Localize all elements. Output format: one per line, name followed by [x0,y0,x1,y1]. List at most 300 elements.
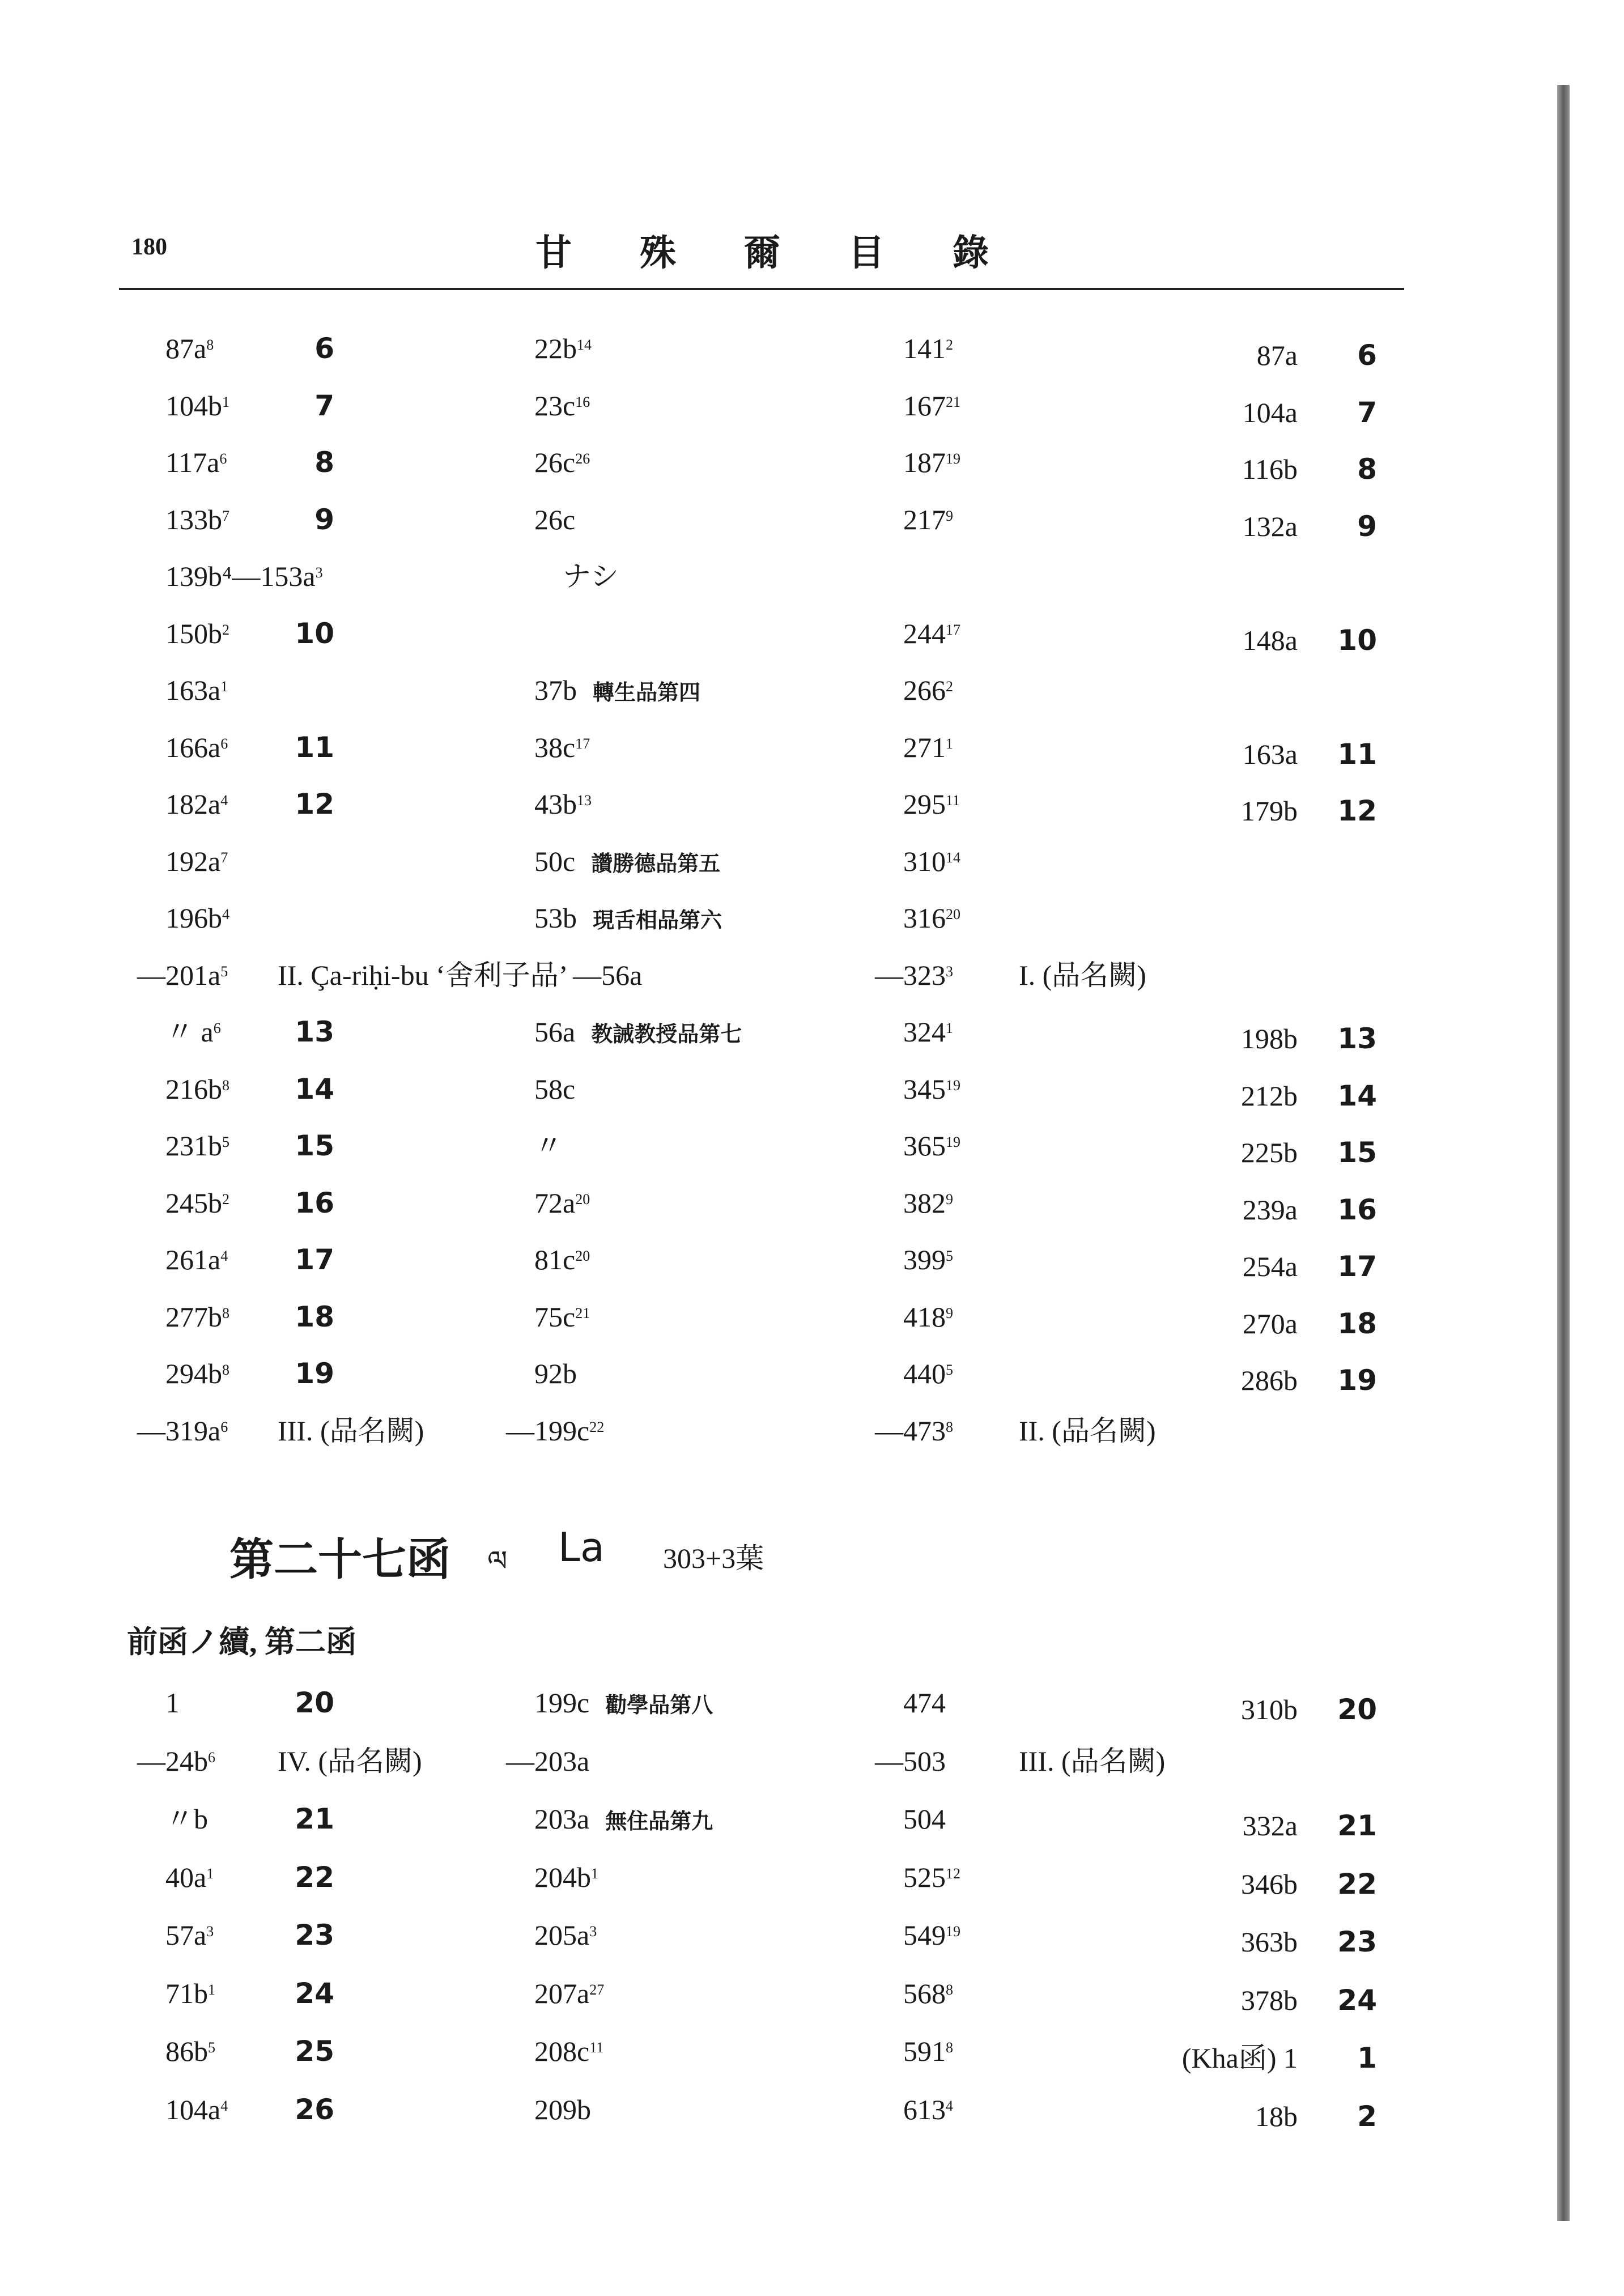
col-d-folio-number: 8 [1357,453,1377,486]
ref-line-superscript: 3 [315,564,323,581]
ref-line-superscript: 13 [577,792,592,809]
col-b-ref [534,445,590,479]
ref-line-superscript: 8 [946,1981,953,1998]
col-d-ref: 148a [1242,624,1298,656]
ref-value: 216b [165,1073,222,1105]
ref-line-superscript: 3 [206,1923,214,1940]
col-c-ref [903,1357,953,1391]
ref-value: 549 [903,1919,946,1951]
ref-value: 261a [165,1244,221,1275]
col-a-ref [137,958,228,992]
ref-value: 324 [903,1016,946,1048]
ref-value: 38c [534,731,576,763]
col-a-ref [165,1186,229,1220]
col-a-ref [165,673,228,707]
col-d-ref: 363b [1241,1926,1298,1958]
col-d-folio-number: 9 [1357,509,1377,543]
col-d-ref: 270a [1242,1307,1298,1340]
col-c-label: II. (品名闕) [1019,1414,1156,1447]
ref-line-superscript: 8 [206,337,214,353]
col-b-ref [534,787,592,821]
col-d-folio-number: 21 [1337,1809,1377,1842]
col-d-ref: 104a [1242,396,1298,428]
ref-value: —24b [137,1745,208,1777]
ref-value: 22b [534,333,577,364]
col-a-ref [165,730,228,764]
ref-value: 418 [903,1300,946,1333]
ref-line-superscript: 4 [946,2097,953,2114]
col-d-ref: 346b [1241,1868,1298,1900]
col-a-folio-number: 6 [314,332,334,365]
ref-line-superscript: 16 [575,393,590,410]
col-d-ref: 116b [1242,453,1298,485]
col-c-ref [903,445,960,479]
ref-line-superscript: 1 [946,1020,953,1036]
ref-line-superscript: 1 [946,735,953,752]
ref-line-superscript: 8 [222,1304,229,1321]
ref-line-superscript: 2 [222,1190,229,1207]
col-d-ref: 198b [1241,1023,1298,1055]
ref-line-superscript: 21 [946,393,960,410]
header-rule [119,288,1404,290]
col-a-ref [165,1918,214,1952]
col-d-ref: 239a [1242,1193,1298,1226]
ref-value: 199c [534,1687,590,1719]
ref-line-superscript: 4 [220,792,228,809]
col-d-folio-number: 22 [1337,1867,1377,1900]
ref-value: 〃b [165,1803,208,1835]
ref-line-superscript: 17 [946,621,960,638]
ref-value: 167 [903,389,946,422]
ref-value: 23c [534,389,576,422]
col-b-ref [534,1243,590,1277]
ref-value: 203a [534,1803,590,1835]
ref-line-superscript: 20 [575,1248,590,1264]
ref-line-superscript: 27 [589,1981,605,1998]
ref-value: 231b [165,1130,222,1162]
ref-line-superscript: 1 [222,393,229,410]
ref-value: 568 [903,1977,946,2009]
col-a-ref [165,1686,180,1720]
section-leaf-count: 303+3葉 [663,1542,764,1574]
ref-value: 613 [903,2093,946,2125]
ref-value: —201a [137,959,221,991]
col-b-ref [534,559,619,593]
ref-value: 26c [534,503,576,535]
col-a-ref [165,901,229,935]
ref-line-superscript: 20 [946,906,960,922]
col-d-ref: 18b [1255,2100,1298,2132]
ref-value: 217 [903,503,946,535]
col-c-label: I. (品名闕) [1019,959,1146,991]
col-a-ref [165,1357,229,1391]
col-a-folio-number: 25 [295,2035,334,2068]
col-c-ref [903,787,960,821]
ref-value: —503 [875,1745,946,1777]
ref-value: 205a [534,1919,590,1951]
ref-value: 72a [534,1187,576,1219]
ref-value: —473 [875,1414,946,1447]
col-a-folio-number: 13 [295,1015,334,1048]
ref-value: 166a [165,731,221,763]
section-subtitle: 前函ノ續, 第二函 [127,1625,356,1659]
ref-value: 208c [534,2035,590,2067]
ref-value: 525 [903,1861,946,1893]
col-b-ref [534,730,590,764]
ref-value: 266 [903,674,946,706]
ref-line-superscript: 4 [222,906,229,922]
ref-line-superscript: 7 [220,849,228,866]
ref-value: 295 [903,788,946,820]
ref-value: 182a [165,788,221,820]
ref-line-superscript: 7 [222,507,229,524]
col-c-ref [903,1976,953,2010]
ref-value: 196b [165,902,222,934]
col-b-ref [534,1860,598,1894]
ref-value: 204b [534,1861,591,1893]
ref-line-superscript: 6 [220,735,228,752]
col-c-ref [903,1129,960,1163]
col-b-ref [506,1414,604,1448]
col-b-ref [534,1802,713,1839]
ref-line-superscript: 5 [946,1362,953,1378]
col-a-folio-number: 24 [295,1976,334,2010]
ref-value: 133b [165,503,222,535]
ref-line-superscript: 22 [589,1418,605,1435]
col-a-folio-number: 15 [295,1129,334,1162]
ref-value: 244 [903,617,946,649]
col-c-ref [903,673,953,707]
ref-line-superscript: 9 [946,1190,953,1207]
col-a-ref [137,1744,215,1778]
ref-line-superscript: 8 [946,1418,953,1435]
chapter-note: 無住品第九 [605,1810,713,1834]
col-c-ref [903,2034,953,2068]
col-a-ref [137,1414,228,1448]
ref-line-superscript: 8 [222,1077,229,1094]
ref-value: 277b [165,1300,222,1333]
chapter-note: 勸學品第八 [605,1694,713,1717]
col-a-ref [165,1015,221,1049]
col-c-ref [903,844,960,878]
ref-line-superscript: 1 [208,1981,215,1998]
col-a-label: III. (品名闕) [278,1414,424,1447]
ref-line-superscript: 4 [220,2097,228,2114]
col-c-ref [903,1802,946,1836]
col-c-ref [903,503,953,537]
chapter-span-label: II. Ça-riḥi-bu ‘舍利子品’ —56a [278,959,643,991]
col-c-ref [903,331,953,365]
ref-line-superscript: 20 [575,1190,590,1207]
col-c-ref [903,1186,953,1220]
col-b-ref [534,389,590,423]
col-a-ref [165,331,214,365]
col-d-folio-number: 12 [1337,794,1377,827]
page-number: 180 [131,234,167,260]
col-a-ref [165,1976,215,2010]
ref-line-superscript: 6 [208,1749,215,1766]
ref-value: 1 [165,1687,180,1719]
ref-value: ナシ [534,560,619,592]
ref-value: 117a [165,447,220,478]
ref-line-superscript: 3 [946,963,953,980]
col-d-ref: 132a [1242,510,1298,542]
ref-value: 271 [903,731,946,763]
col-d-folio-number: 15 [1337,1136,1377,1169]
section-latin-letter: La [558,1524,605,1571]
col-a-folio-number: 18 [295,1300,334,1333]
ref-value: 591 [903,2035,946,2067]
ref-line-superscript: 11 [946,792,960,809]
scan-edge [1557,85,1570,2221]
col-b-ref [534,1686,713,1723]
col-a-ref [165,844,228,878]
col-c-ref [903,1300,953,1334]
col-a-folio-number: 17 [295,1243,334,1276]
ref-value: 43b [534,788,577,820]
col-d-ref: 332a [1242,1810,1298,1842]
ref-value: 310 [903,845,946,877]
ref-value: 58c [534,1073,576,1105]
ref-value: 150b [165,617,222,649]
ref-value: 192a [165,845,221,877]
col-d-ref: 163a [1242,738,1298,770]
ref-value: 37b [534,674,577,706]
ref-line-superscript: 8 [946,2039,953,2056]
chapter-note: 教誡教授品第七 [591,1023,742,1047]
col-d-ref: 310b [1241,1694,1298,1725]
col-d-folio-number: 20 [1337,1693,1377,1726]
col-c-ref [903,2093,953,2127]
ref-value: 316 [903,902,946,934]
col-a-folio-number: 9 [314,503,334,536]
col-d-folio-number: 18 [1337,1307,1377,1340]
col-b-ref [506,1744,589,1778]
col-a-ref [165,1802,208,1836]
ref-value: 75c [534,1300,576,1333]
section-tibetan-letter: ལ [487,1545,508,1577]
ref-line-superscript: 12 [946,1865,960,1882]
ref-line-superscript: 1 [220,678,228,695]
ref-line-superscript: 9 [946,1304,953,1321]
ref-value: —199c [506,1414,590,1447]
col-c-ref [903,1072,960,1106]
col-b-ref [534,1918,597,1952]
ref-line-superscript: 1 [206,1865,214,1882]
ref-line-superscript: 14 [946,849,960,866]
ref-value: —203a [506,1745,590,1777]
ref-value: 〃 [534,1130,563,1162]
ref-line-superscript: 26 [575,450,590,467]
col-d-folio-number: 11 [1337,737,1377,771]
col-b-ref [534,1129,563,1163]
ref-line-superscript: 6 [220,1418,228,1435]
col-b-ref [534,503,575,537]
ref-line-superscript: 3 [589,1923,597,1940]
ref-value: 57a [165,1919,207,1951]
col-d-folio-number: 19 [1337,1364,1377,1397]
ref-line-superscript: 2 [222,621,229,638]
col-d-ref: 212b [1241,1079,1298,1112]
ref-value: 〃 a [165,1016,214,1048]
col-a-folio-number: 14 [295,1072,334,1106]
ref-line-superscript: 9 [946,507,953,524]
ref-line-superscript: 19 [946,450,960,467]
ref-line-superscript: 6 [219,450,227,467]
col-a-ref [165,2034,215,2068]
col-a-ref [165,445,227,479]
ref-line-superscript: 21 [575,1304,590,1321]
col-c-ref [903,1860,960,1894]
col-a-ref [165,389,229,423]
ref-value: 87a [165,333,207,364]
col-c-ref [903,1918,960,1952]
col-a-ref [165,1243,228,1277]
col-b-ref [534,1015,742,1052]
ref-line-superscript: 14 [577,337,592,353]
col-b-ref [534,1186,590,1220]
col-a-folio-number: 16 [295,1186,334,1219]
col-a-ref [165,1072,229,1106]
ref-line-superscript: 8 [222,1362,229,1378]
ref-value: 104a [165,2093,221,2125]
ref-value: 86b [165,2035,208,2067]
col-a-folio-number: 20 [295,1686,334,1719]
ref-value: 71b [165,1977,208,2009]
col-a-ref [165,2093,228,2127]
col-b-ref [534,2093,591,2127]
ref-value: 141 [903,333,946,364]
col-b-ref [534,331,592,365]
ref-line-superscript: 17 [575,735,590,752]
col-b-ref [534,2034,603,2068]
col-c-ref [903,1015,953,1049]
col-d-folio-number: 17 [1337,1250,1377,1283]
col-a-ref [165,787,228,821]
ref-line-superscript: 19 [946,1923,960,1940]
col-a-ref [165,559,323,593]
col-d-ref: 378b [1241,1984,1298,2016]
ref-line-superscript: 19 [946,1134,960,1150]
col-a-label: IV. (品名闕) [278,1745,422,1777]
col-c-ref [875,1414,953,1448]
col-d-folio-number: 24 [1337,1983,1377,2017]
ref-value: 440 [903,1358,946,1389]
col-d-folio-number: 6 [1357,339,1377,372]
col-d-folio-number: 1 [1357,2042,1377,2074]
col-b-ref [534,901,722,938]
col-a-folio-number: 10 [295,616,334,650]
col-d-folio-number: 13 [1337,1022,1377,1055]
ref-line-superscript: 19 [946,1077,960,1094]
ref-line-superscript: 5 [222,1134,229,1150]
ref-line-superscript: 2 [946,337,953,353]
col-c-label: III. (品名闕) [1019,1745,1166,1777]
col-b-ref [534,1357,577,1391]
col-d-folio-number: 10 [1337,623,1377,657]
col-a-folio-number: 22 [295,1860,334,1894]
ref-line-superscript: 5 [946,1248,953,1264]
ref-line-superscript: 5 [220,963,228,980]
col-d-ref: (Kha函) 1 [1181,2042,1298,2074]
col-a-ref [165,1129,229,1163]
col-a-folio-number: 23 [295,1919,334,1951]
col-d-ref: 179b [1241,795,1298,827]
col-b-ref [534,1072,575,1106]
col-b-ref [534,1300,590,1334]
ref-value: —319a [137,1414,221,1447]
col-d-ref: 286b [1241,1364,1298,1396]
ref-line-superscript: 1 [591,1865,598,1882]
col-a-folio-number: 19 [295,1357,334,1390]
ref-line-superscript: 11 [589,2039,604,2056]
page-title: 甘殊爾目錄 [535,233,1057,273]
col-a-ref [165,503,229,537]
col-b-ref [534,673,700,710]
col-c-ref [875,958,953,992]
col-d-folio-number: 23 [1337,1925,1377,1958]
section-title: 第二十七函 [229,1534,451,1585]
ref-value: 365 [903,1130,946,1162]
col-a-folio-number: 7 [314,389,334,422]
col-a-folio-number: 8 [314,446,334,479]
ref-value: 345 [903,1073,946,1105]
col-b-ref [534,844,720,881]
col-c-ref [903,730,953,764]
col-d-folio-number: 14 [1337,1079,1377,1112]
col-c-ref [903,1686,946,1720]
ref-value: 207a [534,1977,590,2009]
ref-value: 474 [903,1687,946,1719]
ref-value: 104b [165,389,222,422]
col-c-ref [903,901,960,935]
col-d-ref: 254a [1242,1251,1298,1282]
col-c-ref [903,1243,953,1277]
ref-value: 139b⁴—153a [165,560,316,592]
ref-line-superscript: 2 [946,678,953,695]
ref-value: 209b [534,2093,591,2125]
col-a-ref [165,1860,214,1894]
chapter-note: 轉生品第四 [593,681,701,705]
ref-line-superscript: 5 [208,2039,215,2056]
col-a-folio-number: 26 [295,2093,334,2126]
col-c-ref [903,389,960,423]
chapter-note: 讚勝德品第五 [591,852,721,876]
col-c-ref [903,616,960,650]
ref-value: 56a [534,1016,576,1048]
ref-line-superscript: 4 [220,1248,228,1264]
ref-value: 50c [534,845,576,877]
col-d-ref: 87a [1256,339,1298,371]
col-a-ref [165,616,229,650]
ref-value: 187 [903,447,946,478]
ref-value: 53b [534,902,577,934]
col-d-folio-number: 16 [1337,1193,1377,1226]
col-d-folio-number: 2 [1357,2099,1377,2133]
chapter-note: 現舌相品第六 [593,909,722,933]
col-b-ref [534,1976,604,2010]
ref-value: 26c [534,447,576,478]
col-a-folio-number: 11 [295,730,334,764]
col-a-folio-number: 12 [295,788,334,820]
ref-value: —323 [875,959,946,991]
col-a-ref [165,1300,229,1334]
ref-value: 382 [903,1187,946,1219]
col-d-ref: 225b [1241,1137,1298,1168]
ref-value: 81c [534,1244,576,1275]
ref-line-superscript: 6 [213,1020,221,1036]
ref-value: 294b [165,1358,222,1389]
